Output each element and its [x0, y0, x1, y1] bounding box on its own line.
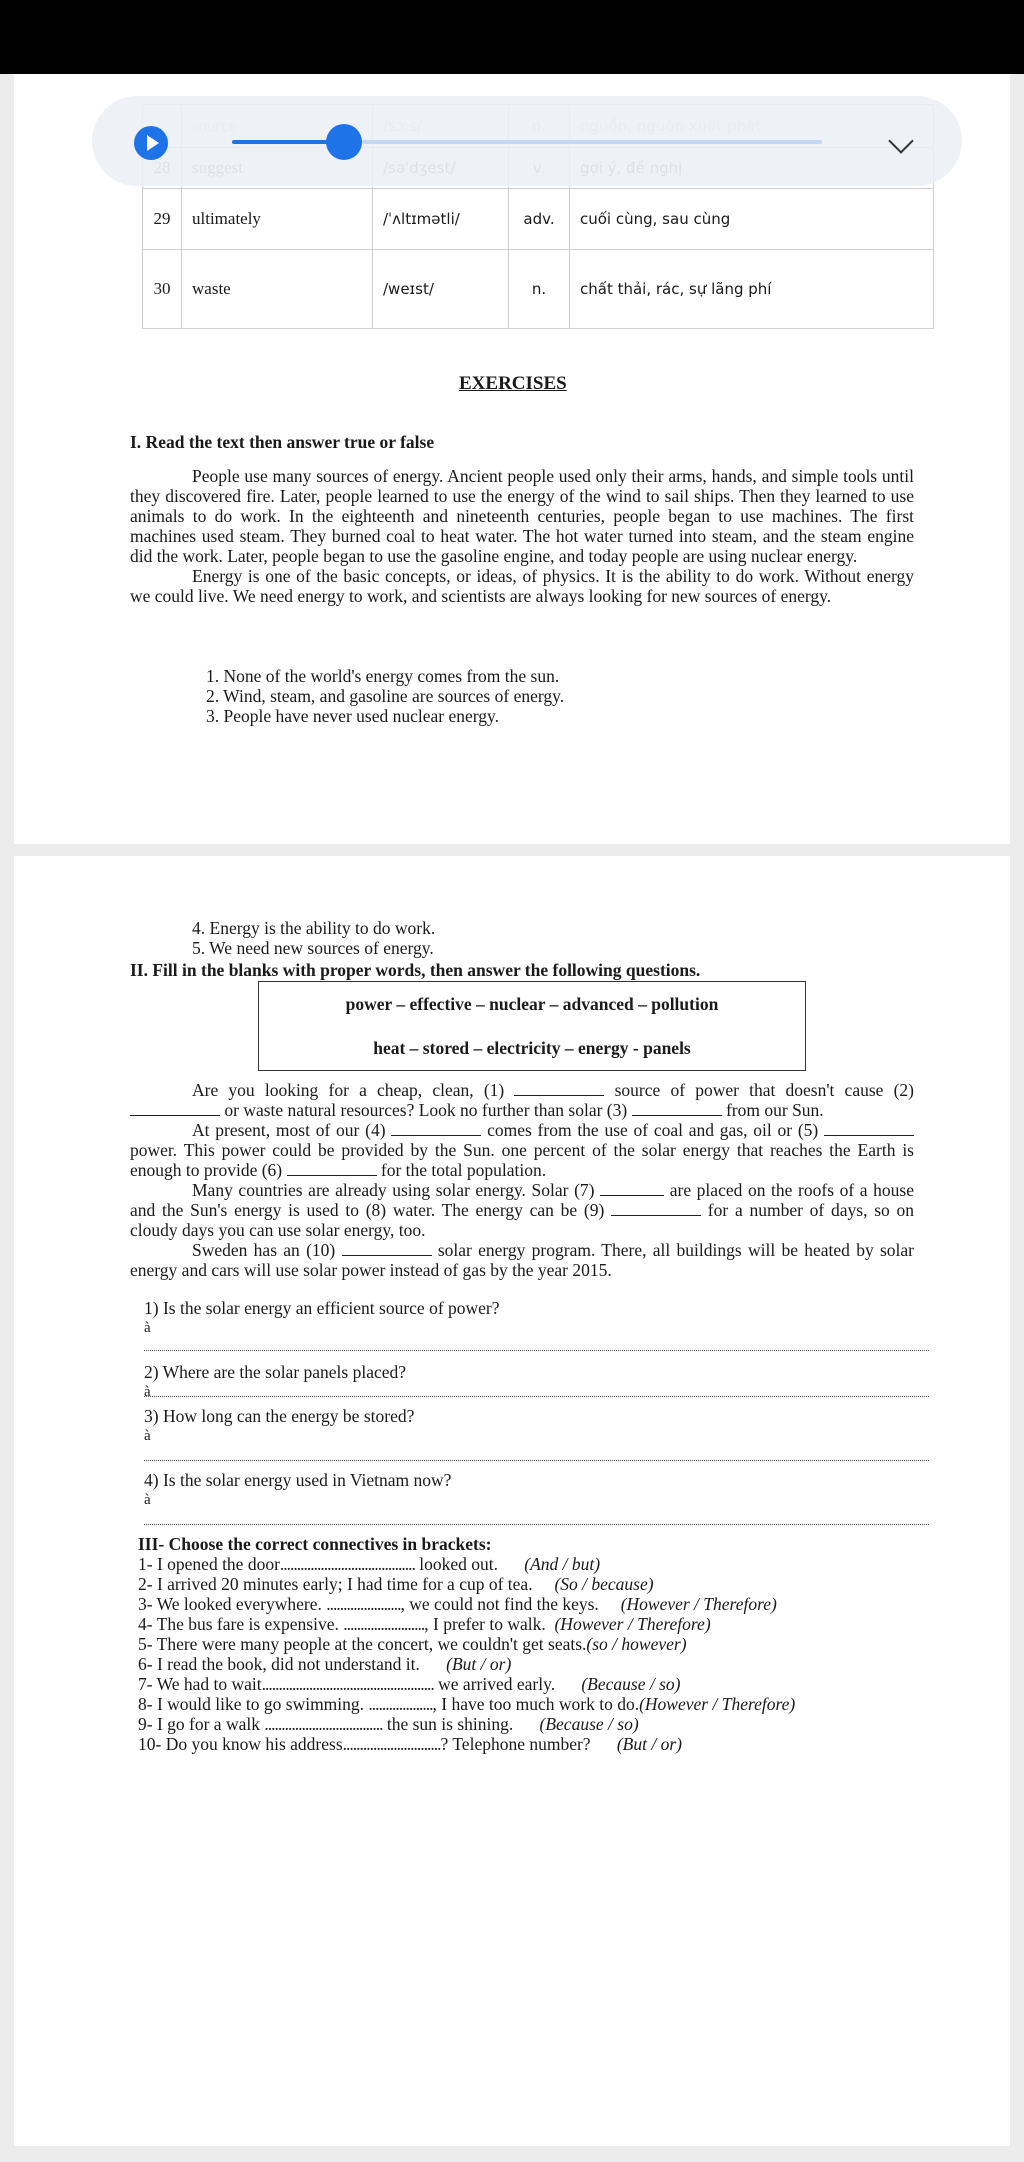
- play-icon[interactable]: [134, 126, 168, 160]
- answer-line[interactable]: [144, 1396, 929, 1397]
- vocab-meaning: chất thải, rác, sự lãng phí: [570, 250, 934, 329]
- passage-paragraph: [130, 1120, 914, 1180]
- blank-4[interactable]: [391, 1121, 481, 1136]
- vocab-ipa: /ˈʌltɪmətli/: [373, 189, 509, 250]
- passage-paragraph: [130, 1180, 914, 1240]
- item-text: 5- There were many people at the concert, we couldn't get seats.: [138, 1634, 587, 1654]
- vocab-pos: n.: [509, 250, 570, 329]
- answer-mark: à: [144, 1428, 151, 1444]
- vocab-meaning: cuối cùng, sau cùng: [570, 189, 934, 250]
- blank-6[interactable]: [287, 1161, 377, 1176]
- list-item: [138, 1554, 938, 1574]
- item-options: (Because / so): [581, 1674, 681, 1694]
- item-text: 1- I opened the door: [138, 1554, 280, 1574]
- chevron-down-icon[interactable]: [888, 128, 913, 153]
- passage-text: solar energy program. There, all buildings will be heated by solar energy and cars will use solar power instead of gas by the year 2015.: [130, 1240, 914, 1280]
- answer-mark: à: [144, 1492, 151, 1508]
- item-options: (Because / so): [539, 1714, 639, 1734]
- audio-player: [92, 96, 962, 186]
- list-item: [138, 1674, 938, 1694]
- reading-passage: [130, 466, 914, 606]
- item-text: , I have too much work to do.: [432, 1694, 640, 1714]
- blank-1[interactable]: [514, 1081, 604, 1096]
- item-blank[interactable]: ...................................: [264, 1714, 383, 1734]
- passage-text: Are you looking for a cheap, clean, (1): [192, 1080, 505, 1100]
- connectives-list: [138, 1554, 938, 1754]
- exercises-heading: EXERCISES: [459, 373, 567, 394]
- passage-paragraph: [130, 1080, 914, 1120]
- statement-item: 1. None of the world's energy comes from the sun.: [206, 666, 560, 686]
- item-options: (However / Therefore): [620, 1594, 777, 1614]
- true-false-statements-continued: [192, 918, 892, 958]
- top-status-bar: [0, 0, 1024, 74]
- statement-item: 2. Wind, steam, and gasoline are sources of energy.: [206, 686, 565, 706]
- item-options: (However / Therefore): [554, 1614, 711, 1634]
- item-text: 4- The bus fare is expensive.: [138, 1614, 344, 1634]
- answer-line[interactable]: [144, 1350, 929, 1351]
- list-item: [138, 1614, 938, 1634]
- row-number: 30: [143, 250, 182, 329]
- statement-item: 3. People have never used nuclear energy.: [206, 706, 500, 726]
- vocab-pos: adv.: [509, 189, 570, 250]
- answer-line[interactable]: [144, 1524, 929, 1525]
- item-text: , I prefer to walk.: [424, 1614, 546, 1634]
- blank-2[interactable]: [130, 1101, 220, 1116]
- item-blank[interactable]: ........................: [343, 1614, 425, 1634]
- item-blank[interactable]: .............................: [342, 1734, 441, 1754]
- blank-9[interactable]: [611, 1201, 701, 1216]
- section-2-title: II. Fill in the blanks with proper words, then answer the following questions.: [130, 960, 701, 980]
- item-text: 2- I arrived 20 minutes early; I had time for a cup of tea.: [138, 1574, 533, 1594]
- answer-mark: à: [144, 1384, 151, 1400]
- statement-item: 5. We need new sources of energy.: [192, 938, 434, 958]
- table-row: [143, 189, 934, 250]
- passage-text: Sweden has an (10): [192, 1240, 336, 1260]
- word-box-line: heat – stored – electricity – energy - panels: [373, 1038, 691, 1058]
- blank-5[interactable]: [824, 1121, 914, 1136]
- list-item: [138, 1634, 938, 1654]
- passage-text: comes from the use of coal and gas, oil or (5): [487, 1120, 819, 1140]
- question-2: 2) Where are the solar panels placed?: [144, 1362, 407, 1382]
- item-options: (But / or): [446, 1654, 512, 1674]
- document-page-2: [14, 856, 1010, 2146]
- true-false-statements: [206, 666, 906, 726]
- blank-10[interactable]: [342, 1241, 432, 1256]
- item-text: ? Telephone number?: [440, 1734, 591, 1754]
- item-text: , we could not find the keys.: [400, 1594, 599, 1614]
- item-blank[interactable]: ......................: [326, 1594, 401, 1614]
- passage-text: At present, most of our (4): [192, 1120, 386, 1140]
- vocab-word: ultimately: [182, 189, 373, 250]
- list-item: [138, 1574, 938, 1594]
- item-text: 10- Do you know his address: [138, 1734, 343, 1754]
- passage-paragraph: People use many sources of energy. Ancient people used only their arms, hands, and simple tools until they discovered fire. Later, people learned to use the energy of the wind to sail ships. Then they learned to use animals to do work. In the eighteenth and nineteenth centuries, people began to use machines. The first machines used steam. They burned coal to heat water. The hot water turned into steam, and the steam engine did the work. Later, people began to use the gasoline engine, and today people are using nuclear energy.: [130, 466, 914, 566]
- question-1: 1) Is the solar energy an efficient source of power?: [144, 1298, 500, 1318]
- section-1-title: I. Read the text then answer true or false: [130, 432, 435, 452]
- word-box-line: power – effective – nuclear – advanced – pollution: [345, 994, 719, 1014]
- section-3-title: III- Choose the correct connectives in brackets:: [138, 1534, 492, 1554]
- progress-track[interactable]: [232, 140, 822, 144]
- item-blank[interactable]: ...................: [368, 1694, 433, 1714]
- passage-text: power. This power could be provided by the Sun. one percent of the solar energy that reaches the Earth is enough to provide (6): [130, 1140, 914, 1180]
- list-item: [138, 1734, 938, 1754]
- question-3: 3) How long can the energy be stored?: [144, 1406, 415, 1426]
- passage-text: from our Sun.: [725, 1100, 824, 1120]
- passage-paragraph: Energy is one of the basic concepts, or ideas, of physics. It is the ability to do work. Without energy we could live. We need energy to work, and scientists are always looking for new sources of energy.: [130, 566, 914, 606]
- list-item: [138, 1594, 938, 1614]
- list-item: [138, 1654, 938, 1674]
- item-text: 3- We looked everywhere.: [138, 1594, 327, 1614]
- item-text: 8- I would like to go swimming.: [138, 1694, 369, 1714]
- passage-paragraph: [130, 1240, 914, 1280]
- question-4: 4) Is the solar energy used in Vietnam now?: [144, 1470, 452, 1490]
- word-box: [258, 981, 806, 1071]
- passage-text: source of power that doesn't cause (2): [614, 1080, 915, 1100]
- passage-text: for a number of days, so on cloudy days you can use solar energy, too.: [130, 1200, 914, 1240]
- passage-text: are placed on the roofs of a house and the Sun's energy is used to (8) water. The energy can be (9): [130, 1180, 915, 1220]
- item-options: (However / Therefore): [639, 1694, 796, 1714]
- item-text: 7- We had to wait: [138, 1674, 262, 1694]
- passage-text: Many countries are already using solar energy. Solar (7): [192, 1180, 595, 1200]
- vocab-ipa: /weɪst/: [373, 250, 509, 329]
- list-item: [138, 1694, 938, 1714]
- list-item: [138, 1714, 938, 1734]
- item-options: (so / however): [586, 1634, 687, 1654]
- item-options: (But / or): [616, 1734, 682, 1754]
- item-blank[interactable]: ........................................: [279, 1554, 415, 1574]
- item-options: (So / because): [554, 1574, 654, 1594]
- row-number: 29: [143, 189, 182, 250]
- statement-item: 4. Energy is the ability to do work.: [192, 918, 436, 938]
- answer-line[interactable]: [144, 1460, 929, 1461]
- answer-mark: à: [144, 1320, 151, 1336]
- item-text: 6- I read the book, did not understand it.: [138, 1654, 420, 1674]
- item-text: the sun is shining.: [382, 1714, 514, 1734]
- fill-in-passage: [130, 1080, 914, 1280]
- item-options: (And / but): [524, 1554, 601, 1574]
- item-text: looked out.: [414, 1554, 499, 1574]
- item-blank[interactable]: ...................................................: [261, 1674, 434, 1694]
- item-text: 9- I go for a walk: [138, 1714, 265, 1734]
- progress-handle[interactable]: [326, 124, 362, 160]
- passage-text: for the total population.: [380, 1160, 547, 1180]
- blank-3[interactable]: [632, 1101, 722, 1116]
- blank-7[interactable]: [600, 1181, 664, 1196]
- table-row: [143, 250, 934, 329]
- passage-text: or waste natural resources? Look no further than solar (3): [224, 1100, 628, 1120]
- document-page-1: [14, 74, 1010, 844]
- item-text: we arrived early.: [433, 1674, 556, 1694]
- vocab-word: waste: [182, 250, 373, 329]
